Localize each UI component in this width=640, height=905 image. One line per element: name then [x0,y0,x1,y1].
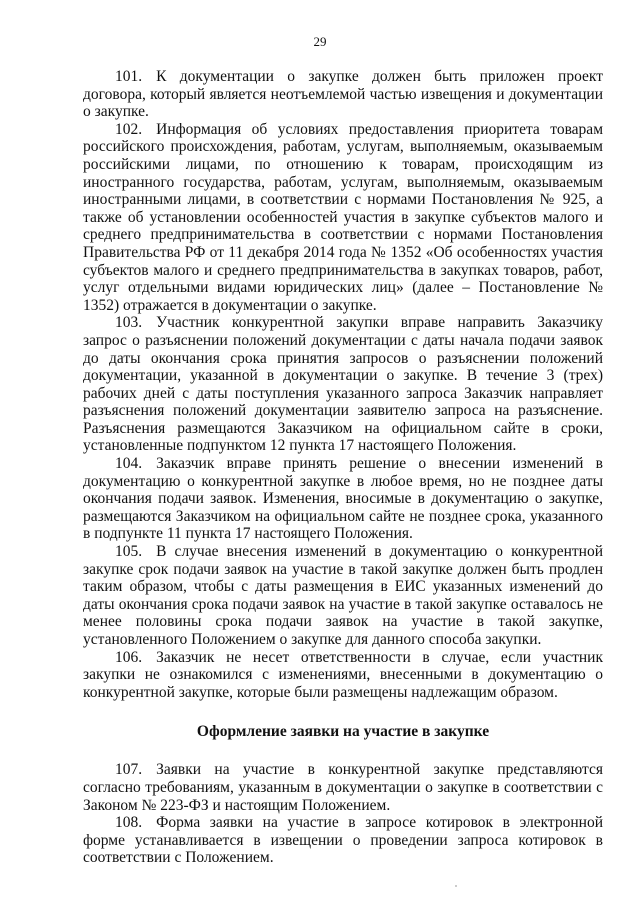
paragraph-text: Форма заявки на участие в запросе котировок в электронной форме устанавливается в извещении о проведении запроса котировок в соответствии с Положением. [83,814,603,867]
paragraph-text: Заявки на участие в конкурентной закупке представляются согласно требованиям, указанным в документации о закупке в соответствии с Законом № 223-ФЗ и настоящим Положением. [83,761,603,814]
paragraph-number: 102. [115,120,143,138]
paragraph-number: 101. [115,68,143,85]
paragraph-number: 108. [115,814,143,832]
paragraph-number: 104. [115,455,143,473]
paragraph-number: 107. [115,761,143,779]
paragraph-102 [83,121,603,315]
scan-speck [455,885,457,887]
paragraph-text: В случае внесения изменений в документацию о конкурентной закупке срок подачи заявок на участие в такой закупке должен быть продлен таким образом, чтобы с даты размещения в ЕИС указанных изменений до даты окончания срока подачи заявок на участие в такой закупке оставалось не менее половины срока подачи заявок на участие в такой закупке, установленного Положением о закупке для данного способа закупки. [83,543,603,648]
paragraph-text: К документации о закупке должен быть приложен проект договора, который является неотъемлемой частью извещения и документации о закупке. [83,68,603,121]
paragraph-text: Участник конкурентной закупки вправе направить Заказчику запрос о разъяснении положений документации с даты начала подачи заявок до даты окончания срока принятия запросов о разъяснении положений документации, указанной в документации о закупке. В течение 3 (трех) рабочих дней с даты поступления указанного запроса Заказчик направляет разъяснения положений документации заявителю запроса на разъяснение. Разъяснения размещаются Заказчиком на официальном сайте в сроки, установленные подпунктом 12 пункта 17 настоящего Положения. [83,314,603,455]
paragraph-number: 103. [115,314,143,332]
section-heading: Оформление заявки на участие в закупке [196,723,490,741]
paragraph-text: Заказчик не несет ответственности в случае, если участник закупки не ознакомился с изменениями, внесенными в документацию о конкурентной закупке, которые были размещены надлежащим образом. [83,648,603,701]
paragraph-text: Информация об условиях предоставления приоритета товарам российского происхождения, работам, услугам, выполняемым, оказываемым российскими лицами, по отношению к товарам, происходящим из иностранного государства, работам, услугам, выполняемым, оказываемым иностранными лицами, в соответствии с нормами Постановления № 925, а также об установлении особенностей участия в закупке субъектов малого и среднего предпринимательства в соответствии с нормами Постановления Правительства РФ от 11 декабря 2014 года № 1352 «Об особенностях участия субъектов малого и среднего предпринимательства в закупках товаров, работ, услуг отдельными видами юридических лиц» (далее – Постановление № 1352) отражается в документации о закупке. [83,120,603,314]
paragraph-105 [83,543,603,649]
paragraph-107 [83,761,603,814]
paragraph-108 [83,814,603,867]
paragraph-101 [83,68,603,121]
paragraph-104 [83,455,603,543]
paragraph-number: 106. [115,648,143,666]
document-body [83,68,603,867]
paragraph-103 [83,314,603,455]
paragraph-106 [83,649,603,702]
page-number: 29 [313,34,327,49]
paragraph-text: Заказчик вправе принять решение о внесении изменений в документацию о конкурентной закупке в любое время, но не позднее даты окончания подачи заявок. Изменения, вносимые в документацию о закупке, размещаются Заказчиком на официальном сайте не позднее срока, указанного в подпункте 11 пункта 17 настоящего Положения. [83,455,603,543]
paragraph-number: 105. [115,543,143,561]
